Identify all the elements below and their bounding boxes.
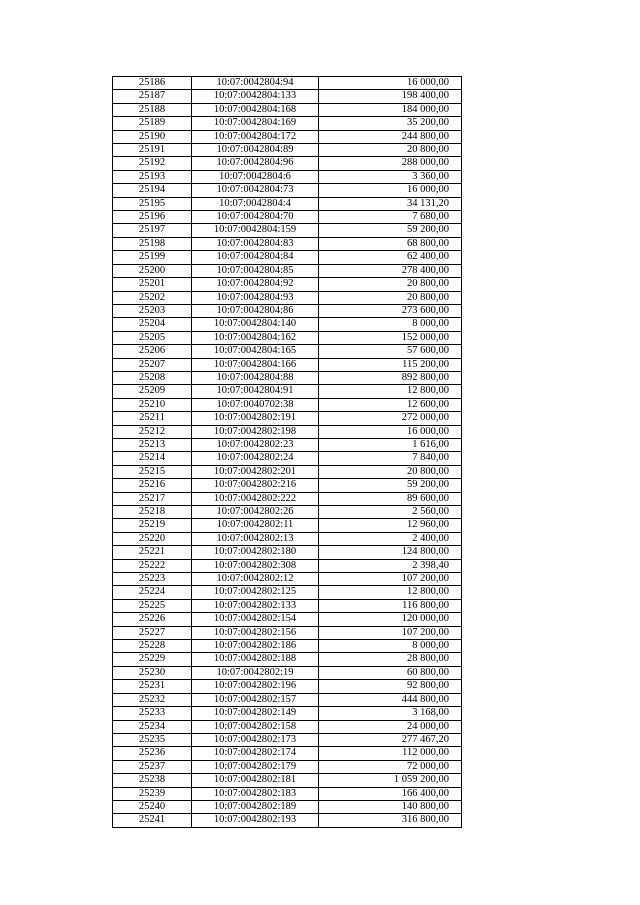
amount-cell: 59 200,00 (319, 479, 462, 492)
amount-cell: 316 800,00 (319, 814, 462, 827)
row-id-cell: 25203 (113, 304, 192, 317)
amount-cell: 120 000,00 (319, 613, 462, 626)
amount-cell: 140 800,00 (319, 800, 462, 813)
amount-cell: 112 000,00 (319, 747, 462, 760)
cadastral-number-cell: 10:07:0042804:70 (192, 211, 319, 224)
table-row (113, 144, 462, 157)
amount-cell: 7 840,00 (319, 452, 462, 465)
table-row (113, 532, 462, 545)
amount-cell: 12 800,00 (319, 385, 462, 398)
amount-cell: 3 168,00 (319, 707, 462, 720)
table-row (113, 224, 462, 237)
row-id-cell: 25189 (113, 117, 192, 130)
cadastral-number-cell: 10:07:0042802:149 (192, 707, 319, 720)
amount-cell: 107 200,00 (319, 626, 462, 639)
table-row (113, 519, 462, 532)
table-row (113, 358, 462, 371)
cadastral-number-cell: 10:07:0042802:189 (192, 800, 319, 813)
cadastral-number-cell: 10:07:0042802:174 (192, 747, 319, 760)
table-row (113, 666, 462, 679)
table-row (113, 385, 462, 398)
row-id-cell: 25214 (113, 452, 192, 465)
amount-cell: 20 800,00 (319, 465, 462, 478)
table-row (113, 251, 462, 264)
row-id-cell: 25216 (113, 479, 192, 492)
table-row (113, 479, 462, 492)
row-id-cell: 25234 (113, 720, 192, 733)
amount-cell: 278 400,00 (319, 264, 462, 277)
row-id-cell: 25239 (113, 787, 192, 800)
cadastral-number-cell: 10:07:0042804:168 (192, 103, 319, 116)
amount-cell: 57 600,00 (319, 345, 462, 358)
cadastral-number-cell: 10:07:0042804:166 (192, 358, 319, 371)
cadastral-number-cell: 10:07:0042802:222 (192, 492, 319, 505)
cadastral-number-cell: 10:07:0042804:172 (192, 130, 319, 143)
cadastral-number-cell: 10:07:0042802:156 (192, 626, 319, 639)
table-row (113, 452, 462, 465)
row-id-cell: 25201 (113, 278, 192, 291)
table-row (113, 197, 462, 210)
cadastral-number-cell: 10:07:0042804:84 (192, 251, 319, 264)
cadastral-number-cell: 10:07:0042804:6 (192, 170, 319, 183)
table-row (113, 653, 462, 666)
amount-cell: 20 800,00 (319, 291, 462, 304)
amount-cell: 166 400,00 (319, 787, 462, 800)
cadastral-number-cell: 10:07:0042802:179 (192, 760, 319, 773)
row-id-cell: 25191 (113, 144, 192, 157)
row-id-cell: 25232 (113, 693, 192, 706)
amount-cell: 72 000,00 (319, 760, 462, 773)
amount-cell: 444 800,00 (319, 693, 462, 706)
row-id-cell: 25220 (113, 532, 192, 545)
amount-cell: 28 800,00 (319, 653, 462, 666)
amount-cell: 273 600,00 (319, 304, 462, 317)
row-id-cell: 25198 (113, 237, 192, 250)
cadastral-number-cell: 10:07:0042802:19 (192, 666, 319, 679)
cadastral-number-cell: 10:07:0042802:23 (192, 438, 319, 451)
cadastral-number-cell: 10:07:0042804:91 (192, 385, 319, 398)
table-row (113, 720, 462, 733)
amount-cell: 244 800,00 (319, 130, 462, 143)
table-row (113, 184, 462, 197)
row-id-cell: 25205 (113, 331, 192, 344)
amount-cell: 12 960,00 (319, 519, 462, 532)
cadastral-number-cell: 10:07:0042804:169 (192, 117, 319, 130)
amount-cell: 288 000,00 (319, 157, 462, 170)
cadastral-number-cell: 10:07:0042802:11 (192, 519, 319, 532)
cadastral-number-cell: 10:07:0042802:157 (192, 693, 319, 706)
cadastral-number-cell: 10:07:0042802:154 (192, 613, 319, 626)
amount-cell: 1 616,00 (319, 438, 462, 451)
table-row (113, 626, 462, 639)
cadastral-number-cell: 10:07:0042804:92 (192, 278, 319, 291)
row-id-cell: 25197 (113, 224, 192, 237)
table-row (113, 586, 462, 599)
table-row (113, 800, 462, 813)
amount-cell: 2 400,00 (319, 532, 462, 545)
amount-cell: 20 800,00 (319, 144, 462, 157)
row-id-cell: 25209 (113, 385, 192, 398)
table-row (113, 90, 462, 103)
row-id-cell: 25233 (113, 707, 192, 720)
row-id-cell: 25215 (113, 465, 192, 478)
row-id-cell: 25241 (113, 814, 192, 827)
cadastral-number-cell: 10:07:0042804:83 (192, 237, 319, 250)
cadastral-number-cell: 10:07:0042802:158 (192, 720, 319, 733)
amount-cell: 8 000,00 (319, 640, 462, 653)
cadastral-number-cell: 10:07:0042802:196 (192, 680, 319, 693)
row-id-cell: 25196 (113, 211, 192, 224)
row-id-cell: 25223 (113, 573, 192, 586)
amount-cell: 2 398,40 (319, 559, 462, 572)
table-row (113, 680, 462, 693)
cadastral-number-cell: 10:07:0042804:89 (192, 144, 319, 157)
amount-cell: 92 800,00 (319, 680, 462, 693)
amount-cell: 3 360,00 (319, 170, 462, 183)
table-row (113, 747, 462, 760)
row-id-cell: 25235 (113, 733, 192, 746)
cadastral-number-cell: 10:07:0042802:180 (192, 546, 319, 559)
row-id-cell: 25225 (113, 599, 192, 612)
row-id-cell: 25228 (113, 640, 192, 653)
cadastral-number-cell: 10:07:0042804:140 (192, 318, 319, 331)
amount-cell: 35 200,00 (319, 117, 462, 130)
table-row (113, 331, 462, 344)
row-id-cell: 25224 (113, 586, 192, 599)
table-row (113, 546, 462, 559)
table-row (113, 425, 462, 438)
row-id-cell: 25199 (113, 251, 192, 264)
cadastral-number-cell: 10:07:0042804:4 (192, 197, 319, 210)
row-id-cell: 25237 (113, 760, 192, 773)
table-row (113, 760, 462, 773)
cadastral-number-cell: 10:07:0042802:24 (192, 452, 319, 465)
amount-cell: 12 800,00 (319, 586, 462, 599)
table-row (113, 157, 462, 170)
row-id-cell: 25193 (113, 170, 192, 183)
amount-cell: 16 000,00 (319, 184, 462, 197)
cadastral-number-cell: 10:07:0040702:38 (192, 398, 319, 411)
cadastral-number-cell: 10:07:0042804:162 (192, 331, 319, 344)
amount-cell: 16 000,00 (319, 425, 462, 438)
row-id-cell: 25190 (113, 130, 192, 143)
row-id-cell: 25207 (113, 358, 192, 371)
row-id-cell: 25188 (113, 103, 192, 116)
table-row (113, 170, 462, 183)
row-id-cell: 25204 (113, 318, 192, 331)
cadastral-number-cell: 10:07:0042804:165 (192, 345, 319, 358)
row-id-cell: 25229 (113, 653, 192, 666)
table-row (113, 237, 462, 250)
amount-cell: 89 600,00 (319, 492, 462, 505)
table-row (113, 640, 462, 653)
amount-cell: 62 400,00 (319, 251, 462, 264)
row-id-cell: 25211 (113, 412, 192, 425)
table-row (113, 506, 462, 519)
row-id-cell: 25195 (113, 197, 192, 210)
table-row (113, 733, 462, 746)
table-row (113, 559, 462, 572)
amount-cell: 59 200,00 (319, 224, 462, 237)
table-row (113, 787, 462, 800)
row-id-cell: 25210 (113, 398, 192, 411)
cadastral-number-cell: 10:07:0042804:88 (192, 371, 319, 384)
table-row (113, 492, 462, 505)
amount-cell: 8 000,00 (319, 318, 462, 331)
row-id-cell: 25238 (113, 774, 192, 787)
amount-cell: 1 059 200,00 (319, 774, 462, 787)
row-id-cell: 25230 (113, 666, 192, 679)
amount-cell: 198 400,00 (319, 90, 462, 103)
table-row (113, 291, 462, 304)
row-id-cell: 25221 (113, 546, 192, 559)
table-row (113, 117, 462, 130)
table-row (113, 278, 462, 291)
amount-cell: 20 800,00 (319, 278, 462, 291)
cadastral-number-cell: 10:07:0042802:201 (192, 465, 319, 478)
row-id-cell: 25240 (113, 800, 192, 813)
amount-cell: 116 800,00 (319, 599, 462, 612)
row-id-cell: 25227 (113, 626, 192, 639)
row-id-cell: 25208 (113, 371, 192, 384)
amount-cell: 184 000,00 (319, 103, 462, 116)
row-id-cell: 25231 (113, 680, 192, 693)
cadastral-number-cell: 10:07:0042802:26 (192, 506, 319, 519)
amount-cell: 272 000,00 (319, 412, 462, 425)
row-id-cell: 25212 (113, 425, 192, 438)
amount-cell: 34 131,20 (319, 197, 462, 210)
table-row (113, 304, 462, 317)
cadastral-number-cell: 10:07:0042802:193 (192, 814, 319, 827)
cadastral-number-cell: 10:07:0042804:85 (192, 264, 319, 277)
row-id-cell: 25217 (113, 492, 192, 505)
table-row (113, 77, 462, 90)
table-row (113, 371, 462, 384)
amount-cell: 7 680,00 (319, 211, 462, 224)
cadastral-number-cell: 10:07:0042802:186 (192, 640, 319, 653)
table-row (113, 412, 462, 425)
table-row (113, 693, 462, 706)
table-row (113, 211, 462, 224)
table-row (113, 613, 462, 626)
cadastral-number-cell: 10:07:0042802:198 (192, 425, 319, 438)
cadastral-number-cell: 10:07:0042804:73 (192, 184, 319, 197)
amount-cell: 2 560,00 (319, 506, 462, 519)
cadastral-number-cell: 10:07:0042802:12 (192, 573, 319, 586)
row-id-cell: 25202 (113, 291, 192, 304)
table-row (113, 264, 462, 277)
cadastral-number-cell: 10:07:0042802:173 (192, 733, 319, 746)
amount-cell: 277 467,20 (319, 733, 462, 746)
row-id-cell: 25187 (113, 90, 192, 103)
table-row (113, 707, 462, 720)
cadastral-number-cell: 10:07:0042804:96 (192, 157, 319, 170)
amount-cell: 24 000,00 (319, 720, 462, 733)
row-id-cell: 25222 (113, 559, 192, 572)
amount-cell: 107 200,00 (319, 573, 462, 586)
table-row (113, 814, 462, 827)
cadastral-number-cell: 10:07:0042802:308 (192, 559, 319, 572)
table-row (113, 573, 462, 586)
cadastral-number-cell: 10:07:0042802:191 (192, 412, 319, 425)
amount-cell: 892 800,00 (319, 371, 462, 384)
cadastral-number-cell: 10:07:0042804:86 (192, 304, 319, 317)
row-id-cell: 25226 (113, 613, 192, 626)
cadastral-number-cell: 10:07:0042802:181 (192, 774, 319, 787)
row-id-cell: 25194 (113, 184, 192, 197)
cadastral-number-cell: 10:07:0042804:94 (192, 77, 319, 90)
table-row (113, 345, 462, 358)
row-id-cell: 25192 (113, 157, 192, 170)
row-id-cell: 25236 (113, 747, 192, 760)
cadastral-number-cell: 10:07:0042802:216 (192, 479, 319, 492)
table-row (113, 130, 462, 143)
table-row (113, 465, 462, 478)
amount-cell: 152 000,00 (319, 331, 462, 344)
cadastral-number-cell: 10:07:0042804:93 (192, 291, 319, 304)
table-body (113, 77, 462, 828)
row-id-cell: 25218 (113, 506, 192, 519)
amount-cell: 124 800,00 (319, 546, 462, 559)
table-row (113, 398, 462, 411)
cadastral-number-cell: 10:07:0042802:125 (192, 586, 319, 599)
table-row (113, 103, 462, 116)
data-table (112, 76, 462, 828)
cadastral-number-cell: 10:07:0042802:13 (192, 532, 319, 545)
amount-cell: 60 800,00 (319, 666, 462, 679)
row-id-cell: 25200 (113, 264, 192, 277)
cadastral-number-cell: 10:07:0042804:159 (192, 224, 319, 237)
cadastral-number-cell: 10:07:0042802:183 (192, 787, 319, 800)
table-row (113, 438, 462, 451)
row-id-cell: 25186 (113, 77, 192, 90)
amount-cell: 115 200,00 (319, 358, 462, 371)
amount-cell: 12 600,00 (319, 398, 462, 411)
row-id-cell: 25206 (113, 345, 192, 358)
table-row (113, 599, 462, 612)
amount-cell: 68 800,00 (319, 237, 462, 250)
table-row (113, 774, 462, 787)
cadastral-number-cell: 10:07:0042804:133 (192, 90, 319, 103)
cadastral-number-cell: 10:07:0042802:188 (192, 653, 319, 666)
cadastral-number-cell: 10:07:0042802:133 (192, 599, 319, 612)
row-id-cell: 25213 (113, 438, 192, 451)
amount-cell: 16 000,00 (319, 77, 462, 90)
row-id-cell: 25219 (113, 519, 192, 532)
table-row (113, 318, 462, 331)
